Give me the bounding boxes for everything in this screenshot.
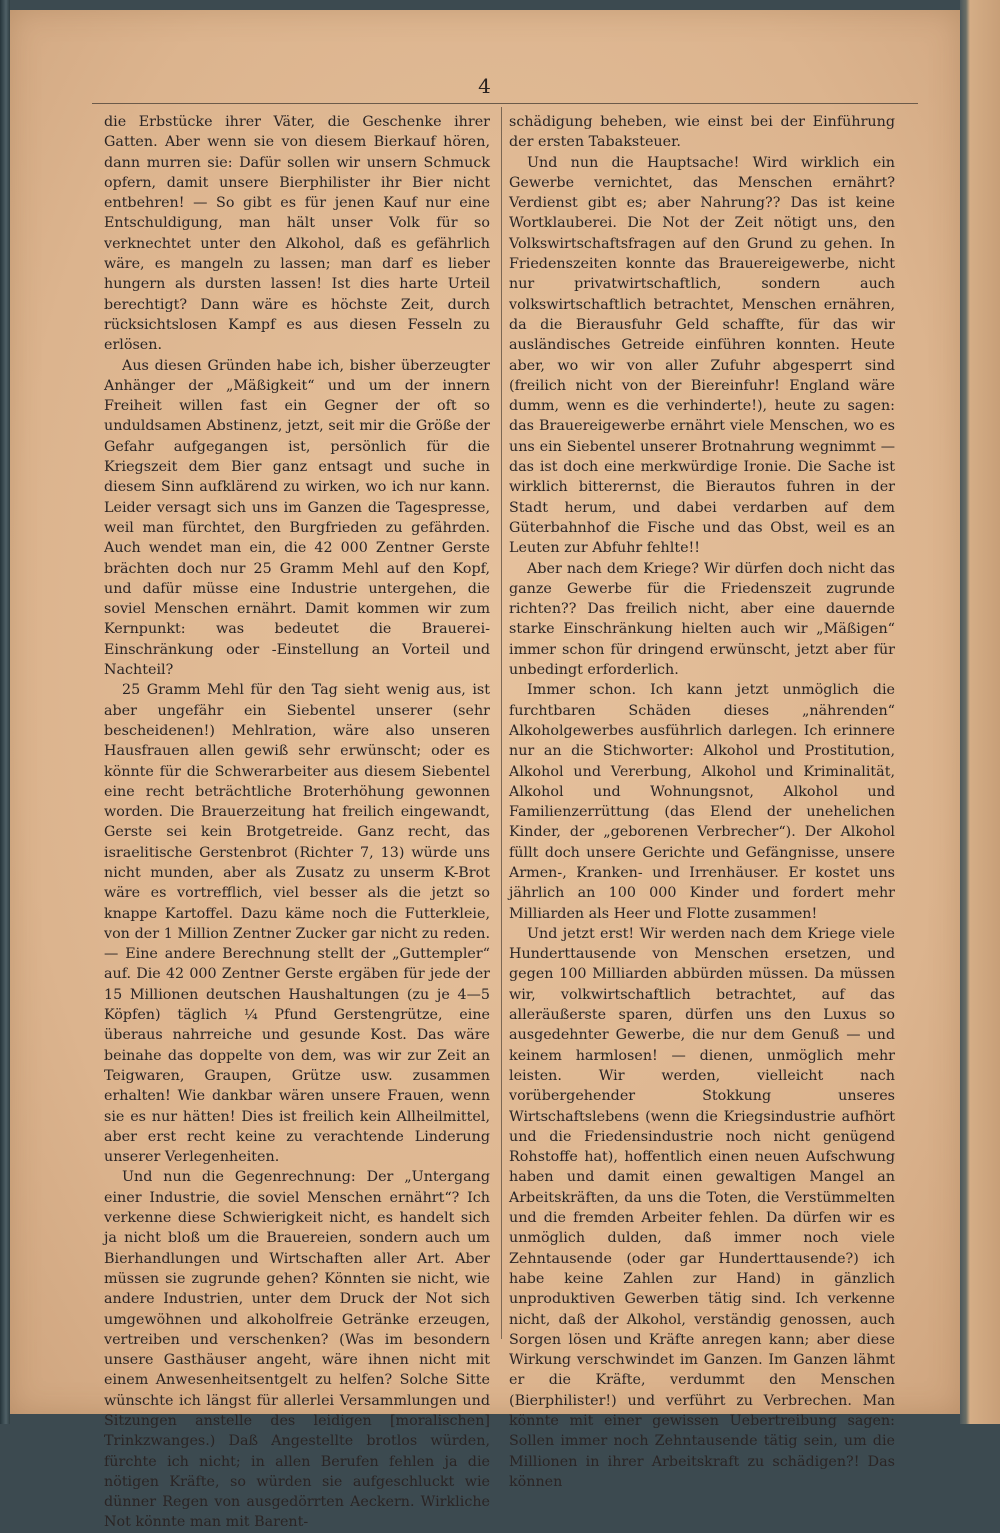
- document-page: [10, 10, 960, 1531]
- header-rule: [92, 103, 918, 104]
- column-divider: [501, 107, 502, 1339]
- paragraph: 25 Gramm Mehl für den Tag sieht wenig aus, ist aber ungefähr ein Siebentel unserer (sehr bescheidenen!) Mehlration, wäre also unseren Hausfrauen allen gewiß sehr erwünscht; oder es könnte für die Schwerarbeiter aus diesem Siebentel eine recht beträchtliche Broterhöhung gewonnen worden. Die Brauerzeitung hat freilich eingewandt, Gerste sei kein Brotgetreide. Ganz recht, das israelitische Gerstenbrot (Richter 7, 13) würde uns nicht munden, aber als Zusatz zu unserm K-Brot wäre es vortrefflich, viel besser als die jetzt so knappe Kartoffel. Dazu käme noch die Futterkleie, von der 1 Million Zentner Zucker gar nicht zu reden. — Eine andere Berechnung stellt der „Guttempler“ auf. Die 42 000 Zentner Gerste ergäben für jede der 15 Millionen deutschen Haushaltungen (zu je 4—5 Köpfen) täglich ¼ Pfund Gerstengrütze, eine überaus nahrreiche und gesunde Kost. Das wäre beinahe das doppelte von dem, was wir zur Zeit an Teigwaren, Graupen, Grütze usw. zusammen erhalten! Wie dankbar wären unsere Frauen, wenn sie es nur hätten! Dies ist freilich kein Allheilmittel, aber erst recht keine zu verachtende Linderung unserer Verlegenheiten.: [104, 682, 490, 1166]
- paragraph: Immer schon. Ich kann jetzt unmöglich die furchtbaren Schäden dieses „nährenden“ Alkoholgewerbes ausführlich darlegen. Ich erinnere nur an die Stichworter: Alkohol und Prostitution, Alkohol und Vererbung, Alkohol und Kriminalität, Alkohol und Wohnungsnot, Alkohol und Familienzerrüttung (das Elend der unehelichen Kinder, der „geborenen Verbrecher“). Der Alkohol füllt doch unsere Gerichte und Gefängnisse, unsere Armen-, Kranken- und Irrenhäuser. Er kostet uns jährlich an 100 000 Kinder und fordert mehr Milliarden als Heer und Flotte zusammen!: [509, 682, 895, 922]
- paragraph: Und nun die Gegenrechnung: Der „Untergang einer Industrie, die soviel Menschen ernährt“? Ich verkenne diese Schwierigkeit nicht, es handelt sich ja nicht bloß um die Brauereien, sondern auch um Bierhandlungen und Wirtschaften aller Art. Aber müssen sie zugrunde gehen? Könnten sie nicht, wie andere Industrien, unter dem Druck der Not sich umgewöhnen und alkoholfreie Getränke erzeugen, vertreiben und verschenken? (Was im besondern unsere Gasthäuser angeht, wäre ihnen nicht mit einem Anwesenheitsentgelt zu helfen? Solche Sitte wünschte ich längst für allerlei Versammlungen und Sitzungen anstelle des leidigen [moralischen] Trinkzwanges.) Daß Angestellte brotlos würden, fürchte ich nicht; in allen Berufen fehlen ja die nötigen Kräfte, so würden sie aufgeschluckt wie dünner Regen von ausgedörrten Aeckern. Wirkliche Not könnte man mit Barent-: [104, 1169, 490, 1531]
- paragraph: Aber nach dem Kriege? Wir dürfen doch nicht das ganze Gewerbe für die Friedenszeit zugrunde richten?? Das freilich nicht, aber eine dauernde starke Einschränkung hielten auch wir „Mäßigen“ immer schon für dringend erwünscht, jetzt aber für unbedingt erforderlich.: [509, 560, 895, 679]
- adjacent-page-edge: [960, 0, 1000, 1424]
- page-number: 4: [478, 74, 492, 98]
- paragraph: Und nun die Hauptsache! Wird wirklich ein Gewerbe vernichtet, das Menschen ernährt? Verdienst gibt es; aber Nahrung?? Das ist keine Wortklauberei. Die Not der Zeit nötigt uns, den Volkswirtschaftsfragen auf den Grund zu gehen. In Friedenszeiten konnte das Brauereigewerbe, nicht nur privatwirtschaftlich, sondern auch volkswirtschaftlich betrachtet, Menschen ernähren, da die Bierausfuhr Geld schaffte, für das wir ausländisches Getreide einführen konnten. Heute aber, wo wir von aller Zufuhr abgesperrt sind (freilich nicht von der Biereinfuhr! England wäre dumm, wenn es die verhinderte!), heute zu sagen: das Brauereigewerbe ernährt viele Menschen, wo es uns ein Siebentel unserer Brotnahrung wegnimmt — das ist doch eine merkwürdige Ironie. Die Sache ist wirklich bitterernst, die Bierautos fuhren in der Stadt herum, und dabei verdarben auf dem Güterbahnhof die Fische und das Obst, weil es an Leuten zur Abfuhr fehlte!!: [509, 154, 895, 557]
- paragraph: Und jetzt erst! Wir werden nach dem Kriege viele Hunderttausende von Menschen ersetzen, und gegen 100 Milliarden abbürden müssen. Da müssen wir, volkwirtschaftlich betrachtet, auf das alleräußerste sparen, dürfen uns den Luxus so ausgedehnter Gewerbe, die nur dem Genuß — und keinem harmlosen! — dienen, unmöglich mehr leisten. Wir werden, vielleicht nach vorübergehender Stokkung unseres Wirtschaftslebens (wenn die Kriegsindustrie aufhört und die Friedensindustrie noch nicht genügend Rohstoffe hat), hoffentlich einen neuen Aufschwung haben und damit einen gewaltigen Mangel an Arbeitskräften, da uns die Toten, die Verstümmelten und die fremden Arbeiter fehlen. Da dürfen wir es unmöglich dulden, daß immer noch viele Zehntausende (oder gar Hunderttausende?) ich habe keine Zahlen zur Hand) in gänzlich unproduktiven Gewerben tätig sind. Ich verkenne nicht, daß der Alkohol, verständig genossen, auch Sorgen lösen und Kräfte anregen kann; aber diese Wirkung verschwindet im Ganzen. Im Ganzen lähmt er die Kräfte, verdummt den Menschen (Bierphilister!) und verführt zu Verbrechen. Man könnte mit einer gewissen Uebertreibung sagen: Sollen immer noch Zehntausende tätig sein, um die Millionen in ihrer Arbeitskraft zu schädigen?! Das können: [509, 925, 895, 1490]
- paragraph: Aus diesen Gründen habe ich, bisher überzeugter Anhänger der „Mäßigkeit“ und um der innern Freiheit willen fast ein Gegner der oft so unduldsamen Abstinenz, jetzt, seit mir die Größe der Gefahr aufgegangen ist, persönlich für die Kriegszeit dem Bier ganz entsagt und suche in diesem Sinn aufklärend zu wirken, wo ich nur kann. Leider versagt sich uns im Ganzen die Tagespresse, weil man fürchtet, den Burgfrieden zu gefährden. Auch wendet man ein, die 42 000 Zentner Gerste brächten doch nur 25 Gramm Mehl auf den Kopf, und dafür müsse eine Industrie untergehen, die soviel Menschen ernährt. Damit kommen wir zum Kernpunkt: was bedeutet die Brauerei-Einschränkung oder -Einstellung an Vorteil und Nachteil?: [104, 357, 490, 679]
- paragraph: schädigung beheben, wie einst bei der Einführung der ersten Tabaksteuer.: [509, 114, 895, 151]
- left-column: [104, 112, 490, 1533]
- paragraph: die Erbstücke ihrer Väter, die Geschenke ihrer Gatten. Aber wenn sie von diesem Bierkauf hören, dann murren sie: Dafür sollen wir unsern Schmuck opfern, damit unsere Bierphilister ihr Bier nicht entbehren! — So gibt es für jenen Kauf nur eine Entschuldigung, man hält unser Volk für so verknechtet unter den Alkohol, daß es gefährlich wäre, es mangeln zu lassen; man darf es lieber hungern als dursten lassen! Ist dies harte Urteil berechtigt? Dann wäre es höchste Zeit, durch rücksichtslosen Kampf es aus diesen Fesseln zu erlösen.: [104, 114, 490, 354]
- book-binding-edge: [0, 0, 10, 1424]
- right-column: [509, 112, 895, 1492]
